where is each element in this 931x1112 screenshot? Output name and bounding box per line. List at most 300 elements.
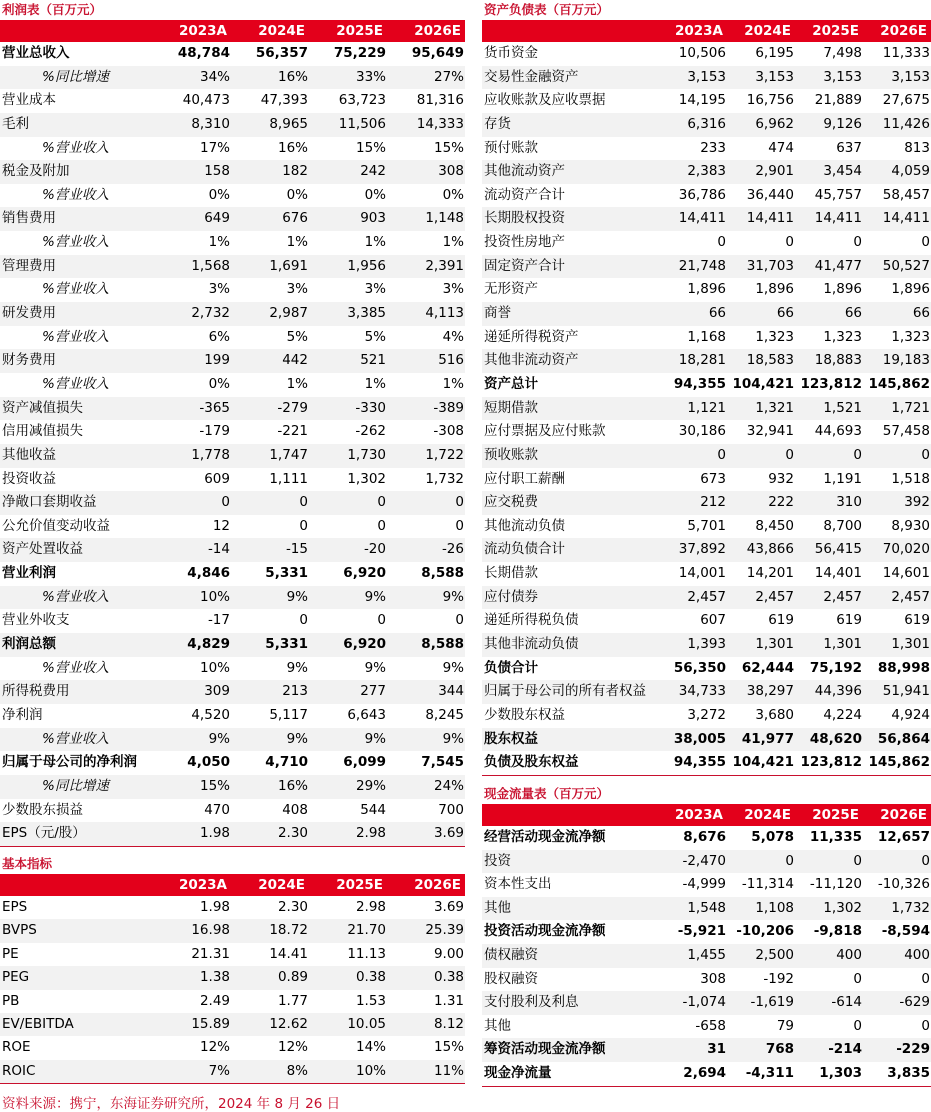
year-header: 2023A [178, 23, 227, 39]
row-value: 70,020 [882, 541, 930, 558]
row-label: PEG [2, 969, 30, 986]
row-value: 9.00 [433, 945, 464, 962]
header-blank [0, 874, 153, 896]
row-value: 47,393 [260, 92, 308, 109]
row-value: 40,473 [182, 92, 230, 109]
row-value: -4,311 [745, 1064, 794, 1081]
table-row [482, 302, 931, 326]
row-value: 619 [768, 612, 794, 629]
row-value: 62,444 [741, 659, 794, 676]
row-value: 1% [364, 375, 386, 392]
row-value: 9% [364, 730, 386, 747]
row-label: ROIC [2, 1062, 36, 1079]
row-value: 1,521 [823, 399, 862, 416]
row-label: 债权融资 [484, 946, 538, 963]
table-row [482, 586, 931, 610]
row-value: 222 [768, 494, 794, 511]
row-value: 0 [717, 446, 726, 463]
row-value: 1,896 [891, 281, 930, 298]
row-value: 14,411 [814, 210, 862, 227]
row-value: 9% [286, 588, 308, 605]
row-value: -192 [763, 970, 794, 987]
table-row [482, 491, 931, 515]
row-value: 813 [904, 139, 930, 156]
row-value: 3.69 [433, 899, 464, 915]
row-value: 41,977 [741, 730, 794, 747]
row-value: 2,694 [683, 1064, 726, 1081]
row-label: 其他非流动资产 [484, 352, 579, 369]
row-value: 66 [844, 305, 862, 322]
row-value: 25.39 [425, 922, 464, 939]
row-value: 14,201 [746, 565, 794, 582]
row-value: 544 [360, 801, 386, 818]
row-value: 18,883 [814, 352, 862, 369]
row-value: -10,206 [736, 923, 794, 940]
row-value: 619 [836, 612, 862, 629]
row-value: 637 [836, 139, 862, 156]
row-value: 14,401 [814, 565, 862, 582]
row-value: 0 [853, 852, 862, 869]
row-value: 309 [204, 683, 230, 700]
table-row [482, 1015, 931, 1039]
row-label: 应交税费 [484, 494, 538, 511]
row-value: 14,333 [416, 115, 464, 132]
row-value: 0 [717, 234, 726, 251]
table-row [0, 799, 465, 823]
row-label: 税金及附加 [2, 163, 70, 180]
row-value: 4,710 [265, 754, 308, 771]
row-value: 0 [785, 446, 794, 463]
row-label: EV/EBITDA [2, 1015, 74, 1032]
row-label: 投资 [484, 852, 511, 869]
year-header: 2023A [674, 23, 723, 39]
row-value: 344 [438, 683, 464, 700]
row-label: 递延所得税负债 [484, 612, 579, 629]
row-value: 104,421 [732, 375, 794, 392]
row-value: 1,896 [687, 281, 726, 298]
row-label: 预收账款 [484, 446, 538, 463]
row-value: 2,500 [755, 946, 794, 963]
balance-title: 资产负债表（百万元） [484, 2, 610, 17]
row-value: 8,930 [891, 517, 930, 534]
row-value: 277 [360, 683, 386, 700]
row-value: 15.89 [191, 1015, 230, 1032]
row-value: 2.30 [277, 825, 308, 842]
row-value: 1,121 [687, 399, 726, 416]
table-row [482, 920, 931, 944]
table-row [482, 728, 931, 752]
row-value: -14 [207, 541, 230, 558]
row-value: 0 [221, 494, 230, 511]
row-value: 6,316 [687, 115, 726, 132]
row-value: 48,784 [177, 45, 230, 61]
row-value: 14,411 [746, 210, 794, 227]
table-row [0, 990, 465, 1013]
row-label: ROE [2, 1039, 31, 1056]
row-value: 2,987 [269, 305, 308, 322]
row-value: 2.30 [277, 899, 308, 915]
table-row [0, 751, 465, 775]
row-value: 9% [208, 730, 230, 747]
row-label: 资产减值损失 [2, 399, 83, 416]
table-row [482, 633, 931, 657]
row-value: 3,153 [755, 68, 794, 85]
row-value: 6,920 [343, 636, 386, 653]
row-value: 3,454 [823, 163, 862, 180]
row-label: 应付职工薪酬 [484, 470, 565, 487]
row-label: 营业总收入 [2, 45, 70, 61]
year-header: 2025E [812, 23, 859, 39]
row-value: 15% [433, 139, 464, 156]
row-value: 2.98 [355, 825, 386, 842]
balance-header-row [482, 20, 931, 42]
row-value: 1% [286, 234, 308, 251]
row-value: 34,733 [678, 683, 726, 700]
row-value: 0 [921, 446, 930, 463]
row-value: 1,896 [823, 281, 862, 298]
basic-metrics-panel [0, 854, 465, 1084]
row-label: 其他收益 [2, 446, 56, 463]
table-row [482, 397, 931, 421]
row-value: 408 [282, 801, 308, 818]
row-value: 1.98 [199, 825, 230, 842]
table-row [0, 728, 465, 752]
row-value: 2,383 [687, 163, 726, 180]
row-label: %营业收入 [42, 281, 109, 298]
row-value: 56,864 [877, 730, 930, 747]
row-value: 14% [355, 1039, 386, 1056]
row-label: 其他 [484, 899, 511, 916]
row-value: 3,272 [687, 706, 726, 723]
table-row [482, 515, 931, 539]
row-value: 10% [199, 588, 230, 605]
row-value: 3% [286, 281, 308, 298]
row-label: 信用减值损失 [2, 423, 83, 440]
row-label: PE [2, 945, 19, 962]
row-value: 18,583 [746, 352, 794, 369]
row-value: 0 [455, 517, 464, 534]
table-row [0, 704, 465, 728]
row-value: 308 [700, 970, 726, 987]
table-row [0, 515, 465, 539]
row-value: 18,281 [678, 352, 726, 369]
table-row [482, 420, 931, 444]
row-value: 21.31 [191, 945, 230, 962]
table-row [482, 1038, 931, 1062]
row-label: 其他 [484, 1017, 511, 1034]
row-value: 38,005 [673, 730, 726, 747]
row-value: 43,866 [746, 541, 794, 558]
income-header-row [0, 20, 465, 42]
row-value: 79 [776, 1017, 794, 1034]
row-value: 3% [364, 281, 386, 298]
row-label: 支付股利及利息 [484, 994, 579, 1011]
table-row [0, 468, 465, 492]
row-value: 1,730 [347, 446, 386, 463]
row-value: 158 [204, 163, 230, 180]
row-value: 649 [204, 210, 230, 227]
table-row [0, 657, 465, 681]
row-value: 1,301 [823, 636, 862, 653]
row-value: 1.31 [433, 992, 464, 1009]
row-value: 1,732 [891, 899, 930, 916]
table-row [0, 444, 465, 468]
row-value: -2,470 [682, 852, 726, 869]
table-row [482, 944, 931, 968]
row-label: 净利润 [2, 706, 43, 723]
table-row [482, 850, 931, 874]
row-value: 213 [282, 683, 308, 700]
row-value: 30,186 [678, 423, 726, 440]
row-value: -4,999 [682, 876, 726, 893]
row-value: 15% [355, 139, 386, 156]
row-label: %营业收入 [42, 375, 109, 392]
row-value: 4,050 [187, 754, 230, 771]
row-value: 400 [836, 946, 862, 963]
row-value: -614 [831, 994, 862, 1011]
row-value: 34% [199, 68, 230, 85]
row-value: 0% [286, 186, 308, 203]
cashflow-statement-panel [482, 784, 931, 1087]
row-label: BVPS [2, 922, 37, 939]
row-label: 其他非流动负债 [484, 636, 579, 653]
row-label: %营业收入 [42, 234, 109, 251]
row-value: 1,747 [269, 446, 308, 463]
row-value: 7,545 [421, 754, 464, 771]
table-row [0, 1036, 465, 1059]
table-row [482, 468, 931, 492]
row-value: 2,457 [891, 588, 930, 605]
row-value: 6,195 [755, 45, 794, 61]
row-label: %营业收入 [42, 730, 109, 747]
row-value: 0 [299, 494, 308, 511]
row-value: 81,316 [416, 92, 464, 109]
table-row [482, 968, 931, 992]
row-value: -629 [899, 994, 930, 1011]
table-row [482, 326, 931, 350]
row-value: 24% [433, 777, 464, 794]
row-value: 27,675 [882, 92, 930, 109]
row-label: 应付票据及应付账款 [484, 423, 606, 440]
row-label: %同比增速 [42, 68, 109, 85]
row-value: 0% [208, 375, 230, 392]
row-label: 研发费用 [2, 305, 56, 322]
row-value: 5,331 [265, 565, 308, 582]
row-value: 1,778 [191, 446, 230, 463]
row-value: 1,548 [687, 899, 726, 916]
row-value: 44,396 [814, 683, 862, 700]
row-label: EPS（元/股） [2, 825, 86, 842]
row-value: 1,321 [755, 399, 794, 416]
row-value: 88,998 [877, 659, 930, 676]
row-value: 1,518 [891, 470, 930, 487]
row-value: 38,297 [746, 683, 794, 700]
row-value: 1,303 [819, 1064, 862, 1081]
row-value: 3.69 [433, 825, 464, 842]
row-value: 400 [904, 946, 930, 963]
table-row [482, 113, 931, 137]
table-row [0, 207, 465, 231]
year-header: 2023A [178, 877, 227, 893]
row-label: 股东权益 [484, 730, 538, 747]
row-value: 11,335 [809, 829, 862, 845]
row-value: 2,732 [191, 305, 230, 322]
table-row [482, 444, 931, 468]
row-value: 5,331 [265, 636, 308, 653]
row-value: -15 [285, 541, 308, 558]
row-value: 0 [785, 234, 794, 251]
row-label: 应收账款及应收票据 [484, 92, 606, 109]
row-value: 607 [700, 612, 726, 629]
row-label: 递延所得税资产 [484, 328, 579, 345]
table-row [0, 302, 465, 326]
row-value: 1,301 [755, 636, 794, 653]
row-value: 516 [438, 352, 464, 369]
row-value: 1,691 [269, 257, 308, 274]
table-row [482, 184, 931, 208]
table-row [482, 538, 931, 562]
row-value: 0 [455, 494, 464, 511]
row-value: 37,892 [678, 541, 726, 558]
row-label: 毛利 [2, 115, 29, 132]
row-value: 11,506 [338, 115, 386, 132]
row-value: -389 [433, 399, 464, 416]
row-value: 145,862 [868, 754, 930, 771]
row-value: 16,756 [746, 92, 794, 109]
table-row [482, 255, 931, 279]
row-value: 4,924 [891, 706, 930, 723]
table-row [0, 609, 465, 633]
year-header: 2025E [812, 807, 859, 823]
row-value: 36,786 [678, 186, 726, 203]
row-value: 0 [921, 1017, 930, 1034]
row-value: 2,457 [755, 588, 794, 605]
row-value: 21,748 [678, 257, 726, 274]
row-value: 3,835 [887, 1064, 930, 1081]
row-label: 投资收益 [2, 470, 56, 487]
row-label: 营业成本 [2, 92, 56, 109]
row-value: 2,901 [755, 163, 794, 180]
row-value: 474 [768, 139, 794, 156]
income-title: 利润表（百万元） [2, 2, 103, 17]
row-value: 1,108 [755, 899, 794, 916]
row-value: 45,757 [814, 186, 862, 203]
row-value: 5,701 [687, 517, 726, 534]
row-value: 12.62 [269, 1015, 308, 1032]
row-label: 经营活动现金流净额 [484, 829, 606, 845]
row-value: 1,111 [269, 470, 308, 487]
row-value: 0% [442, 186, 464, 203]
row-value: 10.05 [347, 1015, 386, 1032]
row-value: 8,965 [269, 115, 308, 132]
row-value: 14.41 [269, 945, 308, 962]
table-row [0, 491, 465, 515]
row-label: 商誉 [484, 305, 511, 322]
year-header: 2025E [336, 877, 383, 893]
row-value: 8,700 [823, 517, 862, 534]
row-value: 9% [364, 588, 386, 605]
row-label: 营业利润 [2, 565, 56, 582]
row-value: 56,350 [673, 659, 726, 676]
row-label: 管理费用 [2, 257, 56, 274]
row-value: 8.12 [433, 1015, 464, 1032]
row-value: 14,001 [678, 565, 726, 582]
row-value: 4,829 [187, 636, 230, 653]
row-label: %营业收入 [42, 659, 109, 676]
row-value: 0 [853, 1017, 862, 1034]
row-value: 8,588 [421, 636, 464, 653]
row-value: 392 [904, 494, 930, 511]
row-value: 0 [377, 612, 386, 629]
row-value: 17% [199, 139, 230, 156]
row-value: 10% [355, 1062, 386, 1079]
row-value: 31 [707, 1041, 726, 1058]
row-label: 负债及股东权益 [484, 754, 579, 771]
row-value: 0 [853, 970, 862, 987]
row-value: 8,588 [421, 565, 464, 582]
row-value: 0.89 [277, 969, 308, 986]
row-label: 营业外收支 [2, 612, 70, 629]
header-blank [482, 20, 659, 42]
row-value: 1,393 [687, 636, 726, 653]
row-value: 1,301 [891, 636, 930, 653]
row-value: 145,862 [868, 375, 930, 392]
row-value: 1,323 [755, 328, 794, 345]
balance-sheet-panel [482, 0, 931, 776]
table-row [0, 896, 465, 919]
row-value: 768 [765, 1041, 794, 1058]
row-value: 9% [442, 588, 464, 605]
row-value: 0.38 [433, 969, 464, 986]
row-label: 投资活动现金流净额 [484, 923, 606, 940]
table-row [0, 278, 465, 302]
row-value: 66 [708, 305, 726, 322]
row-label: 投资性房地产 [484, 234, 565, 251]
row-value: -658 [695, 1017, 726, 1034]
row-value: -179 [199, 423, 230, 440]
row-value: 4,846 [187, 565, 230, 582]
row-value: 21,889 [814, 92, 862, 109]
source-note: 资料来源：携宁，东海证券研究所，2024 年 8 月 26 日 [2, 1096, 341, 1112]
row-value: 2.49 [199, 992, 230, 1009]
row-value: 16.98 [191, 922, 230, 939]
table-row [0, 184, 465, 208]
row-value: 19,183 [882, 352, 930, 369]
row-value: -330 [355, 399, 386, 416]
row-value: 6,920 [343, 565, 386, 582]
year-header: 2023A [674, 807, 723, 823]
row-value: 56,357 [255, 45, 308, 61]
year-header: 2024E [744, 807, 791, 823]
row-value: 1,722 [425, 446, 464, 463]
row-value: 9% [442, 730, 464, 747]
row-label: 存货 [484, 115, 511, 132]
row-value: 6,643 [347, 706, 386, 723]
income-statement-panel [0, 0, 465, 847]
row-label: 流动负债合计 [484, 541, 565, 558]
row-label: %营业收入 [42, 186, 109, 203]
row-value: 31,703 [746, 257, 794, 274]
row-value: 56,415 [814, 541, 862, 558]
row-label: 固定资产合计 [484, 257, 565, 274]
row-value: 15% [199, 777, 230, 794]
row-value: -5,921 [677, 923, 726, 940]
year-header: 2026E [880, 807, 927, 823]
table-row [0, 822, 465, 847]
row-value: 9% [442, 659, 464, 676]
row-label: 股权融资 [484, 970, 538, 987]
row-label: 归属于母公司的净利润 [2, 754, 137, 771]
